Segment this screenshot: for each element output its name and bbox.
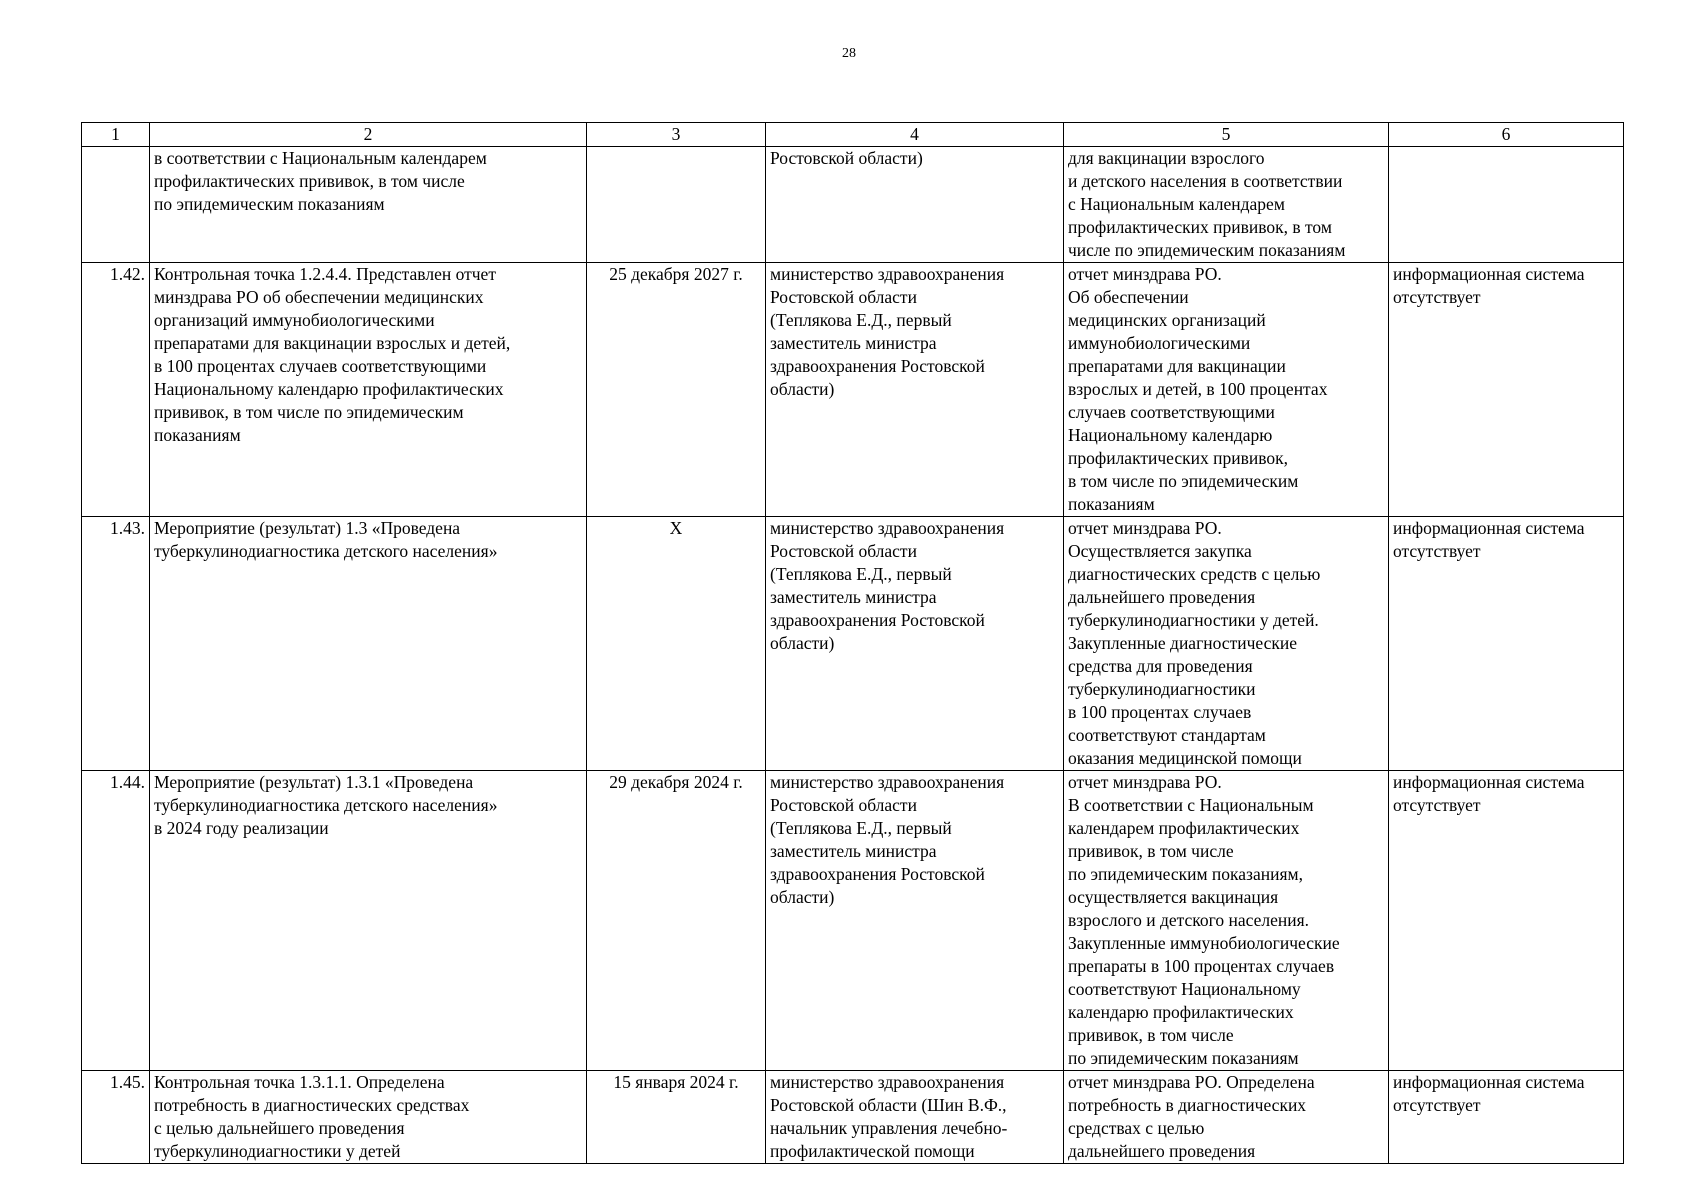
row-date: Х xyxy=(587,517,766,771)
row-description: Мероприятие (результат) 1.3 «Проведена туберкулинодиагностика детского населения» xyxy=(150,517,587,771)
row-system: информационная система отсутствует xyxy=(1389,263,1624,517)
row-responsible: Ростовской области) xyxy=(766,147,1064,263)
row-number: 1.44. xyxy=(82,771,150,1071)
row-description: Контрольная точка 1.2.4.4. Представлен отчет минздрава РО об обеспечении медицинских организаций иммунобиологическими препаратами для вакцинации взрослых и детей, в 100 процентах случаев соответствующими Национальному календарю профилактических прививок, в том числе по эпидемическим показаниям xyxy=(150,263,587,517)
row-document: отчет минздрава РО. В соответствии с Национальным календарем профилактических прививок, в том числе по эпидемическим показаниям, осуществляется вакцинация взрослого и детского населения. Закупленные иммунобиологические препараты в 100 процентах случаев соответствуют Национальному календарю профилактических прививок, в том числе по эпидемическим показаниям xyxy=(1064,771,1389,1071)
row-responsible: министерство здравоохранения Ростовской области (Теплякова Е.Д., первый заместитель министра здравоохранения Ростовской области) xyxy=(766,771,1064,1071)
table-row xyxy=(82,771,1624,1071)
row-document: отчет минздрава РО. Осуществляется закупка диагностических средств с целью дальнейшего проведения туберкулинодиагностики у детей. Закупленные диагностические средства для проведения туберкулинодиагностики в 100 процентах случаев соответствуют стандартам оказания медицинской помощи xyxy=(1064,517,1389,771)
row-number xyxy=(82,147,150,263)
row-document: отчет минздрава РО. Об обеспечении медицинских организаций иммунобиологическими препаратами для вакцинации взрослых и детей, в 100 процентах случаев соответствующими Национальному календарю профилактических прививок, в том числе по эпидемическим показаниям xyxy=(1064,263,1389,517)
column-header: 1 xyxy=(82,123,150,147)
table-row xyxy=(82,147,1624,263)
row-description: Контрольная точка 1.3.1.1. Определена потребность в диагностических средствах с целью дальнейшего проведения туберкулинодиагностики у детей xyxy=(150,1071,587,1164)
row-system: информационная система отсутствует xyxy=(1389,771,1624,1071)
row-date xyxy=(587,147,766,263)
column-header: 4 xyxy=(766,123,1064,147)
row-responsible: министерство здравоохранения Ростовской области (Теплякова Е.Д., первый заместитель министра здравоохранения Ростовской области) xyxy=(766,517,1064,771)
table-row xyxy=(82,517,1624,771)
page-number: 28 xyxy=(842,46,856,61)
table-header-row xyxy=(82,123,1624,147)
row-system: информационная система отсутствует xyxy=(1389,1071,1624,1164)
plan-table xyxy=(81,122,1624,1164)
table-row xyxy=(82,263,1624,517)
column-header: 6 xyxy=(1389,123,1624,147)
row-system: информационная система отсутствует xyxy=(1389,517,1624,771)
row-document: для вакцинации взрослого и детского населения в соответствии с Национальным календарем профилактических прививок, в том числе по эпидемическим показаниям xyxy=(1064,147,1389,263)
table-row xyxy=(82,1071,1624,1164)
row-document: отчет минздрава РО. Определена потребность в диагностических средствах с целью дальнейшего проведения xyxy=(1064,1071,1389,1164)
row-number: 1.45. xyxy=(82,1071,150,1164)
row-date: 15 января 2024 г. xyxy=(587,1071,766,1164)
row-date: 29 декабря 2024 г. xyxy=(587,771,766,1071)
row-system xyxy=(1389,147,1624,263)
column-header: 5 xyxy=(1064,123,1389,147)
row-description: Мероприятие (результат) 1.3.1 «Проведена туберкулинодиагностика детского населения» в 2024 году реализации xyxy=(150,771,587,1071)
row-date: 25 декабря 2027 г. xyxy=(587,263,766,517)
row-number: 1.42. xyxy=(82,263,150,517)
row-responsible: министерство здравоохранения Ростовской области (Шин В.Ф., начальник управления лечебно- профилактической помощи xyxy=(766,1071,1064,1164)
column-header: 2 xyxy=(150,123,587,147)
row-description: в соответствии с Национальным календарем профилактических прививок, в том числе по эпидемическим показаниям xyxy=(150,147,587,263)
row-number: 1.43. xyxy=(82,517,150,771)
row-responsible: министерство здравоохранения Ростовской области (Теплякова Е.Д., первый заместитель министра здравоохранения Ростовской области) xyxy=(766,263,1064,517)
column-header: 3 xyxy=(587,123,766,147)
